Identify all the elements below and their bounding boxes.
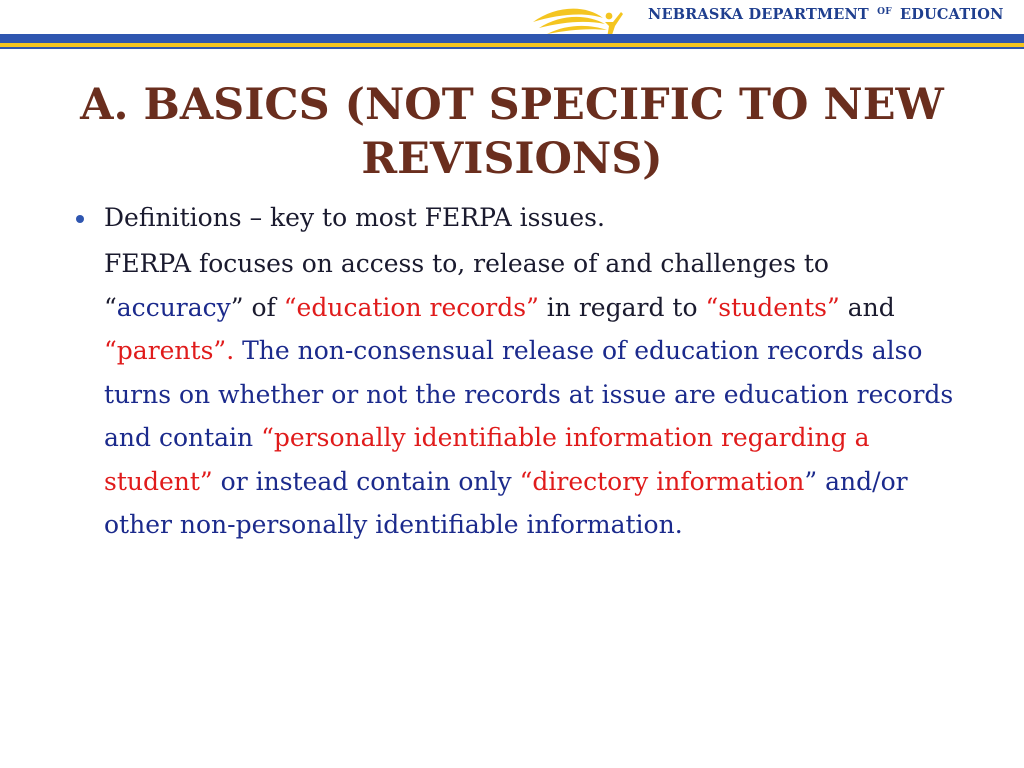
term-directory-information: “directory information (519, 466, 805, 496)
body-paragraph (104, 242, 954, 547)
bullet-item (70, 196, 970, 240)
para-seg-10: The non-consensual release of education records also turns on whether or not the records at issue are education records and contain (104, 336, 954, 452)
para-seg-1: FERPA focuses on access to, release of and challenges to (104, 249, 829, 278)
slide-title: A. BASICS (NOT SPECIFIC TO NEW REVISIONS) (80, 80, 944, 184)
org-name-part1: NEBRASKA DEPARTMENT (648, 6, 869, 23)
term-students: “students” (705, 292, 840, 322)
term-accuracy: accuracy (116, 292, 231, 322)
para-seg-8: and (839, 292, 895, 322)
para-seg-6: in regard to (538, 292, 706, 322)
para-seg-4: ” of (230, 292, 284, 322)
bullet-text: Definitions – key to most FERPA issues. (104, 203, 605, 232)
term-pii-student: “personally identifiable information regarding a student” (104, 423, 870, 496)
para-seg-2: “ (104, 292, 117, 322)
org-name (648, 4, 1018, 26)
term-parents: “parents”. (104, 336, 235, 365)
term-education-records: “education records” (283, 292, 539, 322)
bullet-dot-icon (76, 215, 84, 223)
header-band-blue (0, 34, 1024, 43)
org-name-part2: EDUCATION (900, 6, 1004, 23)
slide-content (70, 196, 970, 547)
header-band-blue-thin (0, 47, 1024, 49)
para-seg-12: or instead contain only (212, 466, 520, 496)
org-name-of: OF (877, 7, 892, 17)
para-seg-14: ” and/or other non-personally identifiable information. (104, 466, 908, 539)
